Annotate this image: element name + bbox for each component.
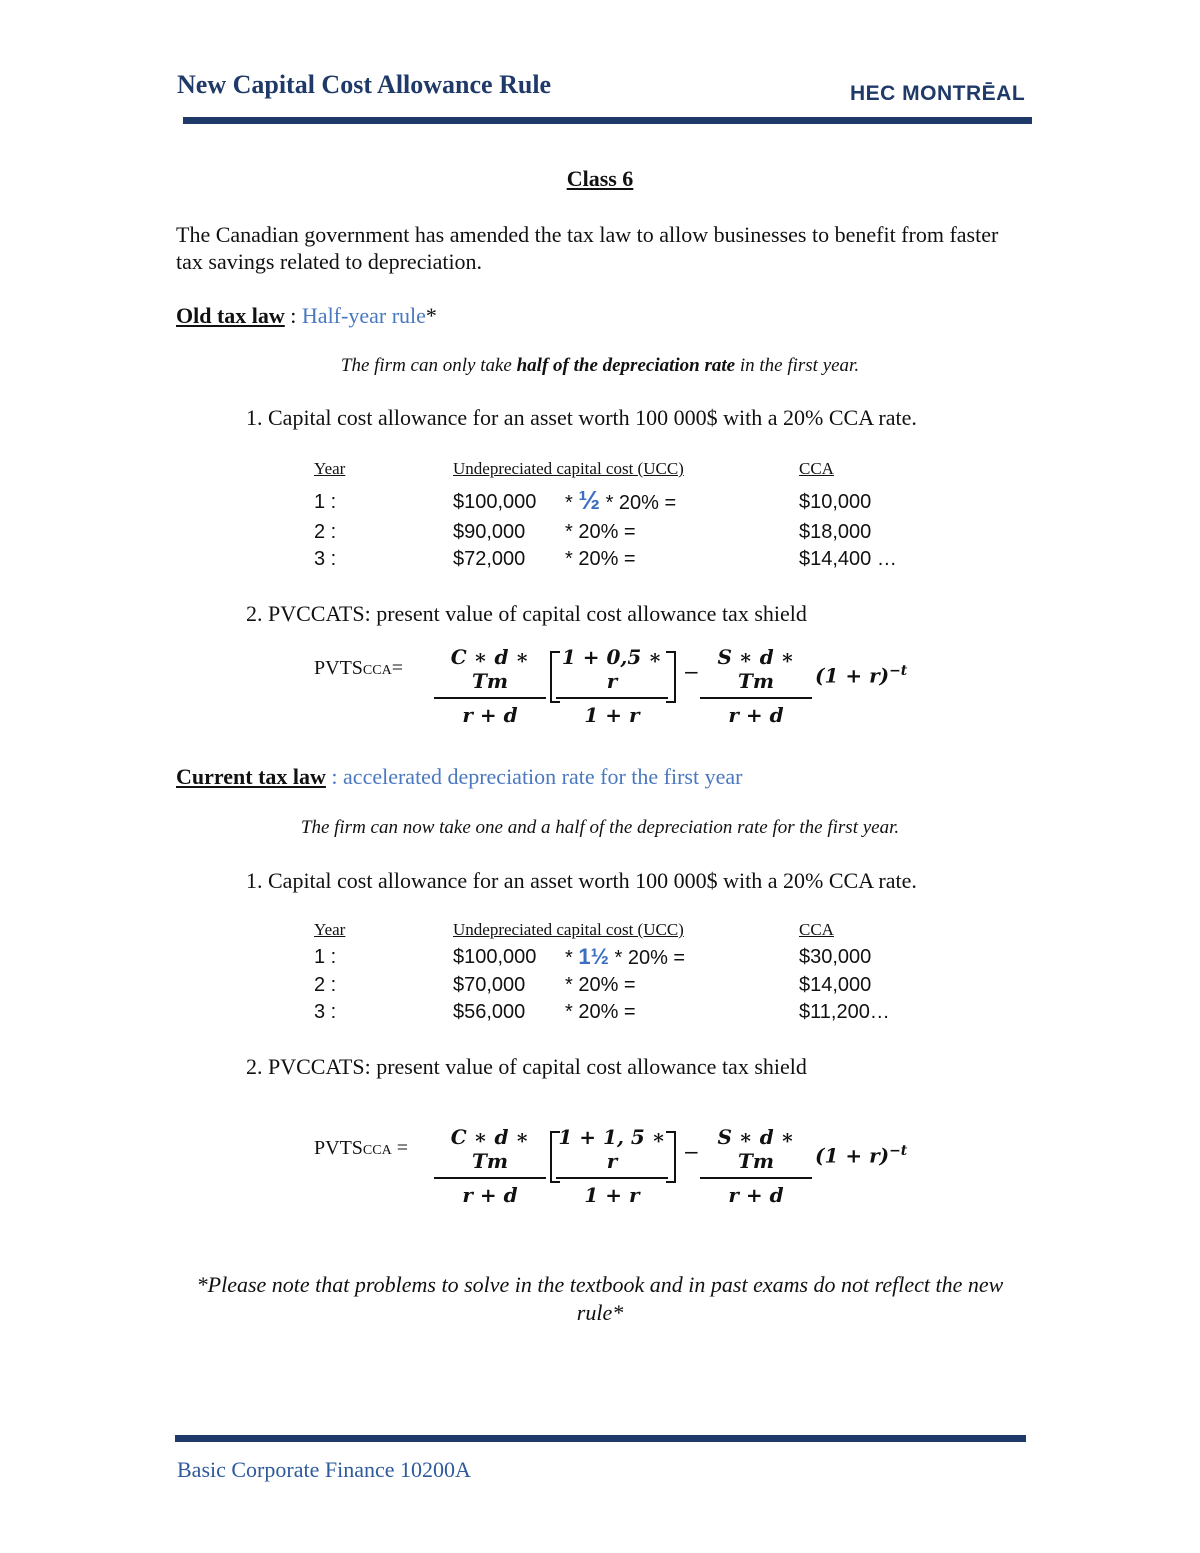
current-col-ucc: Undepreciated capital cost (UCC) (453, 920, 684, 939)
old-law-label: Old tax law (176, 303, 285, 328)
footer-text: Basic Corporate Finance 10200A (177, 1457, 471, 1482)
class-title: Class 6 (566, 166, 634, 191)
old-law-rule: Half-year rule (301, 303, 426, 328)
old-law-note: The firm can only take half of the depreciation rate in the first year. (340, 355, 860, 376)
old-item-2: 2. PVCCATS: present value of capital cost allowance tax shield (246, 601, 807, 626)
current-formula-tail: $(1 + r)^{-t}$ (815, 1143, 908, 1168)
current-formula-frac2: $\frac{1 + 1, 5 ∗ r}{1 + r}$ (556, 1125, 668, 1207)
old-col-cca: CCA (799, 459, 834, 478)
old-col-year: Year (314, 459, 346, 478)
old-item-1: 1. Capital cost allowance for an asset worth 100 000$ with a 20% CCA rate. (246, 405, 917, 430)
table-row: 3 : (314, 548, 337, 570)
intro-paragraph: The Canadian government has amended the tax law to allow businesses to benefit from faster tax savings related to depreciation. (176, 222, 999, 274)
old-formula-frac2: $\frac{1 + 0,5 ∗ r}{1 + r}$ (556, 645, 668, 727)
old-formula-frac3: $\frac{S ∗ d ∗ Tm}{r + d}$ (700, 645, 812, 727)
current-law-label: Current tax law (176, 764, 326, 789)
current-law-heading: Current tax law : accelerated depreciation rate for the first year (176, 764, 743, 789)
old-formula-frac1: $\frac{C ∗ d ∗ Tm}{r + d}$ (434, 645, 546, 727)
old-col-ucc: Undepreciated capital cost (UCC) (453, 459, 684, 478)
old-law-heading: Old tax law : Half-year rule* (176, 303, 437, 328)
current-formula-frac3: $\frac{S ∗ d ∗ Tm}{r + d}$ (700, 1125, 812, 1207)
current-item-2: 2. PVCCATS: present value of capital cost allowance tax shield (246, 1054, 807, 1079)
current-col-cca: CCA (799, 920, 834, 939)
current-law-rule: accelerated depreciation rate for the first year (343, 764, 743, 789)
current-law-note: The firm can now take one and a half of the depreciation rate for the first year. (300, 817, 900, 838)
current-formula-lhs: PVTSCCA = (314, 1137, 408, 1159)
current-col-year: Year (314, 920, 346, 939)
old-formula-tail: $(1 + r)^{-t}$ (815, 663, 908, 688)
table-row: 1 : (314, 491, 337, 513)
table-row: 3 : (314, 1001, 337, 1023)
document-title: New Capital Cost Allowance Rule (177, 70, 552, 99)
footnote: *Please note that problems to solve in the textbook and in past exams do not reflect the new rule* (196, 1272, 1004, 1325)
old-formula-lhs: PVTSCCA= (314, 657, 403, 679)
header-divider (183, 117, 1032, 124)
current-item-1: 1. Capital cost allowance for an asset worth 100 000$ with a 20% CCA rate. (246, 868, 917, 893)
footer-divider (175, 1435, 1026, 1442)
table-row: 2 : (314, 521, 337, 543)
table-row: 2 : (314, 974, 337, 996)
current-formula-frac1: $\frac{C ∗ d ∗ Tm}{r + d}$ (434, 1125, 546, 1207)
hec-logo: HEC MONTRĒAL (850, 82, 1026, 105)
table-row: 1 : (314, 946, 337, 968)
